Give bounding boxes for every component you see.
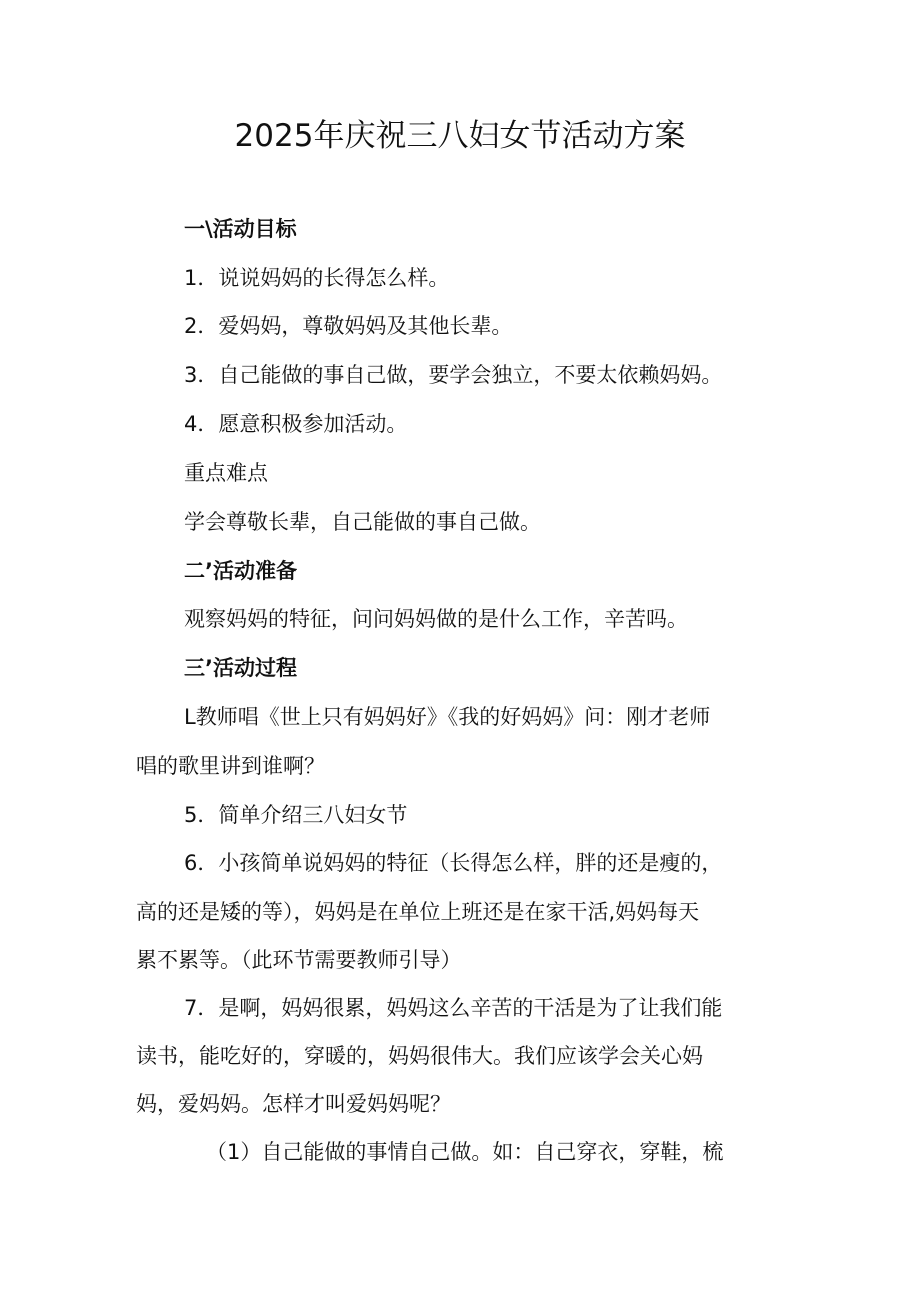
process-substep-1: （1）自己能做的事情自己做。如：自己穿衣，穿鞋，梳 (206, 1140, 724, 1164)
process-step-1-line-1: L教师唱《世上只有妈妈好》《我的好妈妈》问：刚才老师 (184, 705, 711, 729)
process-step-6-line-3: 累不累等。（此环节需要教师引导） (136, 948, 462, 972)
process-step-7-line-2: 读书，能吃好的，穿暖的，妈妈很伟大。我们应该学会关心妈 (136, 1044, 703, 1068)
process-step-7-line-1: 7．是啊，妈妈很累，妈妈这么辛苦的干活是为了让我们能 (184, 996, 723, 1020)
process-step-1-line-2: 唱的歌里讲到谁啊？ (136, 754, 325, 778)
goal-item-2: 2．爱妈妈，尊敬妈妈及其他长辈。 (184, 314, 513, 338)
goal-item-1: 1．说说妈妈的长得怎么样。 (184, 266, 450, 290)
process-step-5: 5．简单介绍三八妇女节 (184, 803, 408, 827)
key-points-label: 重点难点 (184, 461, 268, 485)
key-points-text: 学会尊敬长辈，自己能做的事自己做。 (184, 510, 541, 534)
goal-item-4: 4．愿意积极参加活动。 (184, 412, 408, 436)
process-step-7-line-3: 妈，爱妈妈。怎样才叫爱妈妈呢？ (136, 1092, 451, 1116)
goal-item-3: 3．自己能做的事自己做，要学会独立，不要太依赖妈妈。 (184, 363, 723, 387)
section-heading-goals: 一\活动目标 (184, 217, 297, 241)
document-title: 2025年庆祝三八妇女节活动方案 (234, 118, 686, 154)
preparation-text: 观察妈妈的特征，问问妈妈做的是什么工作，辛苦吗。 (184, 607, 688, 631)
process-step-6-line-1: 6．小孩简单说妈妈的特征（长得怎么样，胖的还是瘦的， (184, 851, 723, 875)
section-heading-process: 三’活动过程 (184, 656, 297, 680)
section-heading-preparation: 二’活动准备 (184, 559, 297, 583)
process-step-6-line-2: 高的还是矮的等），妈妈是在单位上班还是在家干活,妈妈每天 (136, 900, 700, 924)
